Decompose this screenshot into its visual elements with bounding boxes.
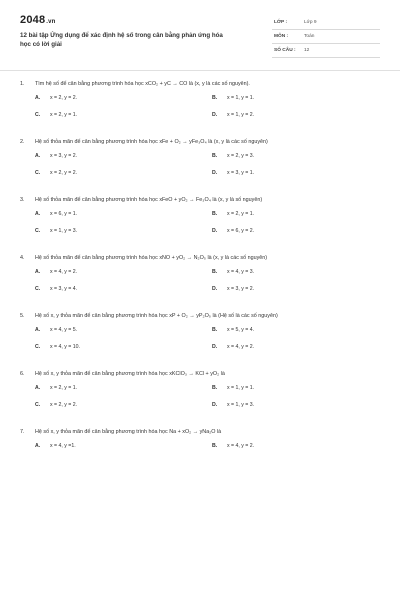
- answer-option[interactable]: [20, 401, 194, 418]
- answer-option[interactable]: [194, 442, 368, 459]
- question-stem: [20, 138, 384, 147]
- answer-options: [20, 268, 384, 302]
- answer-option[interactable]: [194, 227, 368, 244]
- answer-option[interactable]: [194, 210, 368, 227]
- answer-option[interactable]: [20, 227, 194, 244]
- option-text: x = 4, y = 3.: [227, 269, 255, 275]
- answer-option[interactable]: [20, 285, 194, 302]
- question-item: [20, 80, 384, 128]
- page-header: [20, 14, 380, 62]
- answer-option[interactable]: [20, 326, 194, 343]
- option-text: x = 3, y = 2.: [50, 153, 78, 159]
- option-text: x = 2, y = 2.: [50, 95, 78, 101]
- meta-value: Toán: [304, 34, 315, 39]
- answer-option[interactable]: [194, 343, 368, 360]
- question-number: 5.: [20, 313, 25, 319]
- question-stem: [20, 254, 384, 263]
- option-letter: B.: [212, 95, 218, 101]
- answer-options: [20, 152, 384, 186]
- answer-options: [20, 210, 384, 244]
- answer-option[interactable]: [194, 285, 368, 302]
- option-letter: C.: [35, 228, 41, 234]
- question-item: [20, 312, 384, 360]
- answer-option[interactable]: [194, 401, 368, 418]
- meta-label: MÔN :: [274, 34, 289, 39]
- answer-option[interactable]: [194, 94, 368, 111]
- answer-options: [20, 326, 384, 360]
- question-number: 2.: [20, 139, 25, 145]
- option-letter: B.: [212, 269, 218, 275]
- answer-option[interactable]: [194, 326, 368, 343]
- option-text: x = 4, y = 2.: [227, 443, 255, 449]
- question-stem: [20, 370, 384, 379]
- answer-option[interactable]: [194, 152, 368, 169]
- answer-option[interactable]: [20, 268, 194, 285]
- question-text: Hệ số thỏa mãn để cân bằng phương trình hóa học xFe + O₂ → yFe₃O₄ là (x, y là các số nguyên): [35, 139, 268, 145]
- option-letter: B.: [212, 327, 218, 333]
- option-letter: C.: [35, 112, 41, 118]
- question-text: Hệ số x, y thỏa mãn để cân bằng phương trình hóa học xKClO₃ → KCl + yO₂ là: [35, 371, 225, 377]
- option-letter: C.: [35, 286, 41, 292]
- option-letter: C.: [35, 170, 41, 176]
- answer-option[interactable]: [194, 169, 368, 186]
- site-logo[interactable]: [20, 14, 56, 26]
- option-text: x = 1, y = 3.: [227, 402, 255, 408]
- question-item: [20, 428, 384, 459]
- option-text: x = 6, y = 2.: [227, 228, 255, 234]
- option-text: x = 1, y = 1.: [227, 385, 255, 391]
- option-text: x = 3, y = 4.: [50, 286, 78, 292]
- option-letter: D.: [212, 112, 218, 118]
- option-letter: B.: [212, 385, 218, 391]
- option-letter: A.: [35, 211, 41, 217]
- option-text: x = 4, y = 2.: [50, 269, 78, 275]
- option-letter: D.: [212, 344, 218, 350]
- question-item: [20, 138, 384, 186]
- option-letter: A.: [35, 443, 41, 449]
- document-meta: [272, 16, 380, 58]
- option-text: x = 3, y = 1.: [227, 170, 255, 176]
- option-letter: A.: [35, 95, 41, 101]
- option-letter: B.: [212, 443, 218, 449]
- question-number: 7.: [20, 429, 25, 435]
- answer-option[interactable]: [20, 343, 194, 360]
- meta-label: LỚP :: [274, 20, 288, 25]
- question-text: Hệ số thỏa mãn để cân bằng phương trình hóa học xFeO + yO₂ → Fe₃O₄ là (x, y là số nguyên): [35, 197, 263, 203]
- meta-row-question-count: [272, 44, 380, 58]
- option-text: x = 3, y = 2.: [227, 286, 255, 292]
- option-text: x = 2, y = 3.: [227, 153, 255, 159]
- option-text: x = 2, y = 2.: [50, 402, 78, 408]
- option-letter: D.: [212, 228, 218, 234]
- option-letter: A.: [35, 327, 41, 333]
- question-number: 6.: [20, 371, 25, 377]
- question-stem: [20, 80, 384, 89]
- option-text: x = 2, y = 1.: [227, 211, 255, 217]
- option-text: x = 2, y = 1.: [50, 112, 78, 118]
- answer-option[interactable]: [20, 210, 194, 227]
- option-text: x = 1, y = 1.: [227, 95, 255, 101]
- answer-options: [20, 384, 384, 418]
- option-letter: D.: [212, 170, 218, 176]
- meta-value: 12: [304, 48, 310, 53]
- option-text: x = 1, y = 3.: [50, 228, 78, 234]
- option-text: x = 2, y = 2.: [50, 170, 78, 176]
- answer-option[interactable]: [20, 169, 194, 186]
- answer-option[interactable]: [20, 94, 194, 111]
- option-letter: B.: [212, 211, 218, 217]
- header-divider: [0, 70, 400, 71]
- answer-option[interactable]: [194, 384, 368, 401]
- option-letter: B.: [212, 153, 218, 159]
- question-list: [20, 80, 384, 469]
- question-text: Hệ số x, y thỏa mãn để cân bằng phương trình hóa học Na + xO₂ → yNa₂O là: [35, 429, 222, 435]
- option-letter: D.: [212, 402, 218, 408]
- answer-option[interactable]: [194, 111, 368, 128]
- question-item: [20, 254, 384, 302]
- option-letter: A.: [35, 269, 41, 275]
- question-stem: [20, 428, 384, 437]
- question-text: Tìm hệ số để cân bằng phương trình hóa học xCO₂ + yC → CO là (x, y là các số nguyên).: [35, 81, 250, 87]
- answer-option[interactable]: [194, 268, 368, 285]
- meta-row-subject: [272, 30, 380, 44]
- option-text: x = 4, y = 5.: [50, 327, 78, 333]
- option-text: x = 6, y = 1.: [50, 211, 78, 217]
- question-number: 1.: [20, 81, 25, 87]
- option-letter: A.: [35, 385, 41, 391]
- logo-suffix: .vn: [46, 19, 56, 25]
- answer-options: [20, 94, 384, 128]
- document-title: 12 bài tập Ứng dụng để xác định hệ số trong cân bằng phản ứng hóa học có lời giải: [20, 32, 223, 48]
- option-text: x = 4, y = 2.: [227, 344, 255, 350]
- option-text: x = 2, y = 1.: [50, 385, 78, 391]
- meta-value: Lớp 9: [304, 20, 317, 25]
- meta-row-grade: [272, 16, 380, 30]
- answer-option[interactable]: [20, 152, 194, 169]
- option-text: x = 1, y = 2.: [227, 112, 255, 118]
- option-letter: D.: [212, 286, 218, 292]
- answer-option[interactable]: [20, 442, 194, 459]
- question-item: [20, 196, 384, 244]
- option-text: x = 5, y = 4.: [227, 327, 255, 333]
- option-text: x = 4, y =1.: [50, 443, 76, 449]
- option-letter: A.: [35, 153, 41, 159]
- question-item: [20, 370, 384, 418]
- question-text: Hệ số x, y thỏa mãn để cân bằng phương trình hóa học xP + O₂ → yP₂O₅ là (Hệ số là các số nguyên): [35, 313, 278, 319]
- option-letter: C.: [35, 344, 41, 350]
- answer-option[interactable]: [20, 111, 194, 128]
- option-letter: C.: [35, 402, 41, 408]
- logo-main: 2048: [20, 14, 46, 26]
- question-stem: [20, 312, 384, 321]
- option-text: x = 4, y = 10.: [50, 344, 80, 350]
- question-number: 4.: [20, 255, 25, 261]
- answer-options: [20, 442, 384, 459]
- question-stem: [20, 196, 384, 205]
- question-text: Hệ số thỏa mãn để cân bằng phương trình hóa học xNO + yO₂ → N₂O₅ là (x, y là các số nguyên): [35, 255, 268, 261]
- meta-label: SỐ CÂU :: [274, 48, 296, 53]
- answer-option[interactable]: [20, 384, 194, 401]
- question-number: 3.: [20, 197, 25, 203]
